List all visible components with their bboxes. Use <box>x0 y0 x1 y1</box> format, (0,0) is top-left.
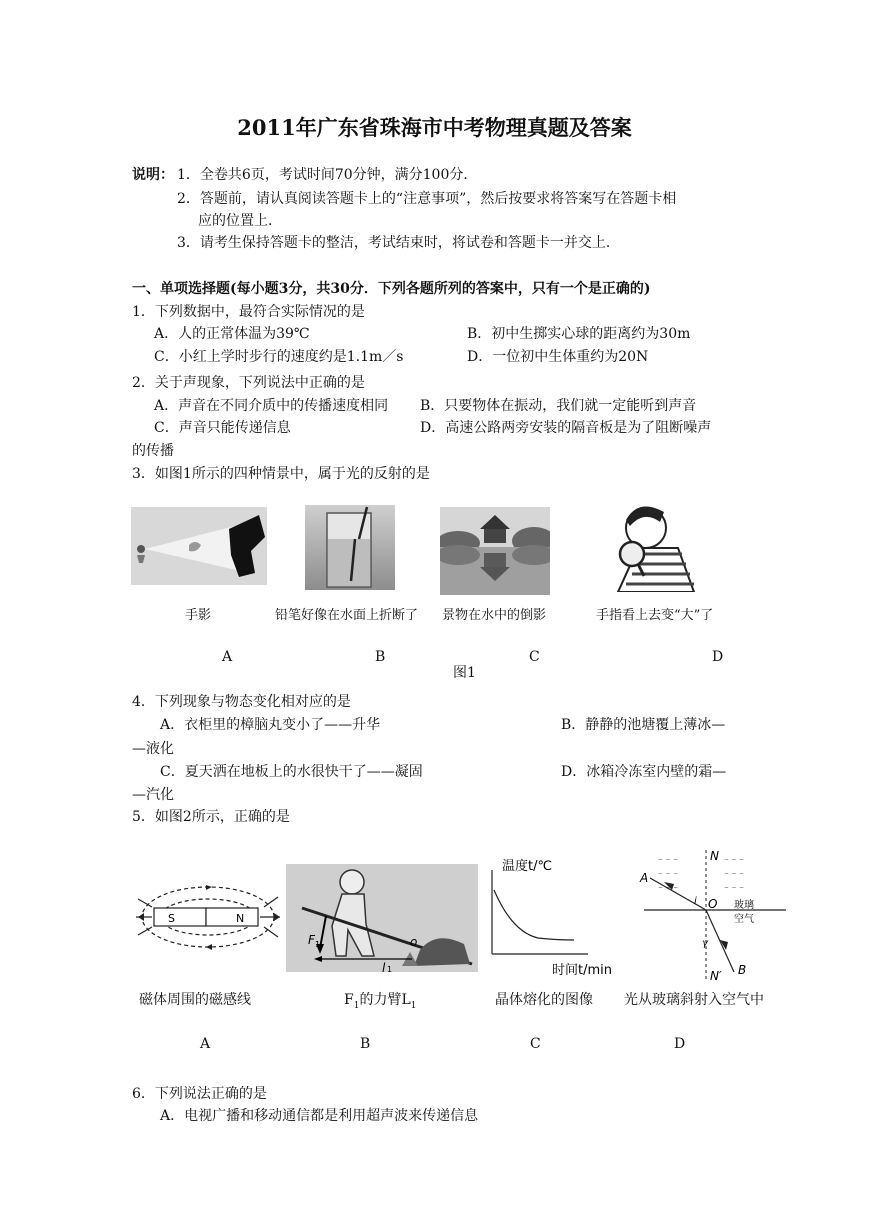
fig1-letter-b: B <box>375 649 386 665</box>
q4-option-b: B．静静的池塘覆上薄冰— <box>561 717 726 733</box>
fig2-caption-b <box>344 991 416 1015</box>
fig2-letter-a: A <box>200 1036 211 1052</box>
fig2-caption-b-f: F <box>344 992 354 1008</box>
q4-option-b-cont: —液化 <box>132 741 174 757</box>
fig1-caption-a: 手影 <box>185 608 212 623</box>
q4-option-c: C．夏天洒在地板上的水很快干了——凝固 <box>160 764 423 780</box>
fig1-caption-d: 手指看上去变“大”了 <box>596 608 714 623</box>
q1-option-a: A．人的正常体温为39℃ <box>154 326 310 342</box>
optics-a-label: A <box>640 871 649 885</box>
fig2-letter-b: B <box>360 1036 371 1052</box>
graph-x-label: 时间t/min <box>552 963 612 978</box>
fig1-caption-c: 景物在水中的倒影 <box>442 608 547 623</box>
svg-text:⁻ ⁻ ⁻: ⁻ ⁻ ⁻ <box>724 871 744 881</box>
q1-option-b: B．初中生掷实心球的距离约为30m <box>467 326 691 342</box>
lever-f-label: F <box>308 933 315 947</box>
q6-stem: 6．下列说法正确的是 <box>132 1086 267 1102</box>
note-2: 2．答题前，请认真阅读答题卡上的“注意事项”，然后按要求将答案写在答题卡相 <box>177 191 677 207</box>
q2-option-c: C．声音只能传递信息 <box>154 420 291 436</box>
q1-option-d: D．一位初中生体重约为20N <box>467 349 649 365</box>
magnet-field-diagram <box>134 877 284 957</box>
fig1-letter-c: C <box>529 649 540 665</box>
page-title: 2011年广东省珠海市中考物理真题及答案 <box>237 115 632 140</box>
notes-label: 说明： <box>132 167 174 183</box>
optics-n2-label: N′ <box>710 969 722 980</box>
optics-glass-label: 玻璃 <box>734 900 754 911</box>
q6-option-a: A．电视广播和移动通信都是利用超声波来传递信息 <box>160 1108 479 1124</box>
fig2-caption-c: 晶体熔化的图像 <box>495 992 593 1008</box>
lever-l-label: l <box>382 961 386 972</box>
q2-option-d: D．高速公路两旁安装的隔音板是为了阻断噪声 <box>420 420 712 436</box>
note-1: 1．全卷共6页，考试时间70分钟，满分100分． <box>177 167 478 183</box>
fig2-caption-a: 磁体周围的磁感线 <box>139 992 251 1008</box>
fig2-caption-b-rest: 的力臂L <box>359 992 411 1008</box>
melting-graph <box>486 852 626 980</box>
svg-text:⁻ ⁻ ⁻: ⁻ ⁻ ⁻ <box>724 857 744 867</box>
q4-stem: 4．下列现象与物态变化相对应的是 <box>132 694 351 710</box>
optics-n-label: N <box>710 849 719 863</box>
svg-text:⁻ ⁻ ⁻: ⁻ ⁻ ⁻ <box>724 885 744 895</box>
graph-y-label: 温度t/℃ <box>502 859 553 874</box>
magnifier-boy-image <box>598 492 708 592</box>
note-3: 3．请考生保持答题卡的整洁，考试结束时，将试卷和答题卡一并交上． <box>177 235 620 251</box>
q3-stem: 3．如图1所示的四种情景中，属于光的反射的是 <box>132 466 430 482</box>
optics-b-label: B <box>738 963 747 977</box>
fig2-caption-b-f-sub: 1 <box>353 1000 360 1011</box>
fig2-caption-d: 光从玻璃斜射入空气中 <box>624 992 764 1008</box>
optics-o-label: O <box>708 897 718 911</box>
fig2-letter-d: D <box>674 1036 686 1052</box>
fig1-caption-b: 铅笔好像在水面上折断了 <box>275 608 419 623</box>
q4-option-d: D．冰箱冷冻室内壁的霜— <box>561 764 727 780</box>
q2-option-d-cont: 的传播 <box>132 443 174 459</box>
q2-option-a: A．声音在不同介质中的传播速度相同 <box>154 398 389 414</box>
svg-text:⁻ ⁻ ⁻: ⁻ ⁻ ⁻ <box>658 857 678 867</box>
lever-o-label: o <box>410 935 418 949</box>
q2-option-b: B．只要物体在振动，我们就一定能听到声音 <box>420 398 697 414</box>
optics-r-label: γ <box>702 938 708 949</box>
hand-shadow-image <box>131 507 267 585</box>
lever-diagram <box>286 864 478 972</box>
q5-stem: 5．如图2所示，正确的是 <box>132 809 290 825</box>
fig1-letter-d: D <box>712 649 724 665</box>
fig1-letter-a: A <box>222 649 233 665</box>
note-2-cont: 应的位置上． <box>198 213 282 229</box>
q1-option-c: C．小红上学时步行的速度约是1.1m／s <box>154 349 404 365</box>
q4-option-d-cont: —汽化 <box>132 787 174 803</box>
section-heading: 一、单项选择题(每小题3分，共30分．下列各题所列的答案中，只有一个是正确的) <box>132 281 651 297</box>
pencil-in-water-image <box>305 505 395 590</box>
lever-f-sub: 1 <box>315 940 321 949</box>
q1-stem: 1．下列数据中，最符合实际情况的是 <box>132 304 365 320</box>
svg-text:⁻ ⁻ ⁻: ⁻ ⁻ ⁻ <box>658 871 678 881</box>
lever-l-sub: 1 <box>387 965 393 972</box>
optics-i-label: i <box>694 896 697 907</box>
q2-stem: 2．关于声现象，下列说法中正确的是 <box>132 375 365 391</box>
fig1-label: 图1 <box>453 665 476 681</box>
optics-air-label: 空气 <box>734 914 754 925</box>
reflection-image <box>440 507 550 595</box>
svg-text:⁻ ⁻ ⁻: ⁻ ⁻ ⁻ <box>658 885 678 895</box>
magnet-n-label: N <box>236 912 245 925</box>
magnet-s-label: S <box>168 912 175 925</box>
fig2-letter-c: C <box>530 1036 541 1052</box>
refraction-diagram <box>636 848 786 980</box>
q4-option-a: A．衣柜里的樟脑丸变小了——升华 <box>160 717 381 733</box>
fig2-caption-b-l-sub: 1 <box>410 1000 417 1011</box>
